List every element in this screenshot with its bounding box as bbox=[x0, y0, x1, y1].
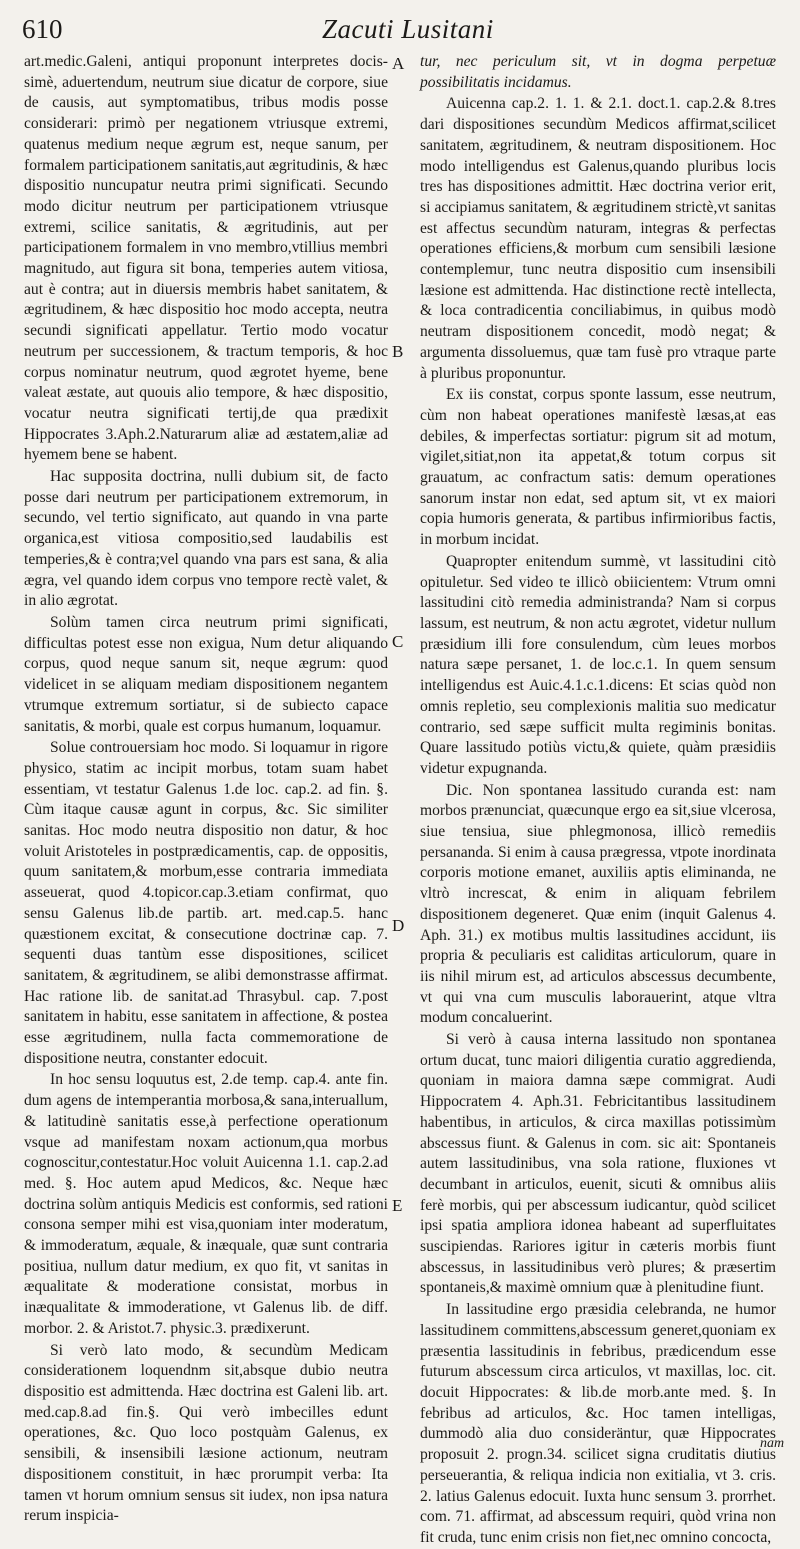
margin-letter-b: B bbox=[392, 342, 404, 361]
running-title: Zacuti Lusitani bbox=[322, 14, 494, 44]
margin-letter-e: E bbox=[392, 1196, 403, 1215]
paragraph: Quapropter enitendum summè, vt lassitudini citò opituletur. Sed video te illicò obiicientem: Vtrum omni lassitudini citò remedia administranda? Nam si corpus lassum, est neutrum, & non actu ægrotet, videtur nullum præsidium illi fore consulendum, cùm leues morbos natura sæpe persanet, 1. de loc.c.1. In quem sensum intelligendus est Auic.4.1.c.1.dicens: Et scias quòd non omnis repletio, seu complexionis malitia suo medicatur contrario, sed sæpe sufficit multa regiminis bonitas. Quare lassitudo potiùs victu,& quiete, quàm præsidiis videtur expugnanda. bbox=[420, 552, 776, 777]
paragraph: art.medic.Galeni, antiqui proponunt interpretes docis- simè, aduertendum, neutrum siue dicatur de corpore, siue de causis, aut symptomatibus, tribus modis posse considerari: primò per negationem vtriusque extremi, quatenus medium neque ægrum est, neque sanum, per formalem participationem sanitatis,aut ægritudinis, & hæc dispositio nuncupatur neutra primi significati. Secundo modo dicitur neutrum per participationem vtriusque extremi, scilice sanitatis, & ægritudinis, aut per participationem formalem in vno membro,vtillius membri magnitudo, aut figura sit bona, temperies autem vitiosa, aut è contra; aut in diuersis membris habet sanitatem, & ægritudinem, & hæc dispositio hoc modo accepta, neutra secundi significati appellatur. Tertio modo vocatur neutrum per successionem, & tractum temporis, & hoc corpus nominatur neutrum, quod ægrotet hyeme, bene valeat æstate, aut quouis alio tempore, & hæc dispositio, vocatur neutra significati tertij,de qua prædixit Hippocrates 3.Aph.2.Naturarum aliæ ad æstatem,aliæ ad hyemem bene se habent. bbox=[24, 53, 388, 464]
paragraph: Hac supposita doctrina, nulli dubium sit, de facto posse dari neutrum per participationem extremorum, in secundo, vel tertio significato, aut quando in vna parte organica,est vitiosa compositio,sed laudabilis est temperies,& è contra;vel quando vna pars est sana, & alia ægra, vel quando idem corpus vno tempore rectè valet, & in alio ægrotat. bbox=[24, 468, 388, 610]
right-column bbox=[420, 52, 776, 1546]
paragraph: Auicenna cap.2. 1. 1. & 2.1. doct.1. cap.2.& 8.tres dari dispositiones secundùm Medicos affirmat,scilicet sanitatem, ægritudinem, & neutram dispositionem. Hoc modo intelligendus est Galenus,quando pluribus locis tres has dispositiones admittit. Hæc doctrina verior erit, si accipiamus sanitatem, & ægritudinem strictè,vt sanitas est affectus secundùm naturam, integras & perfectas operationes efficiens,& morbum cum sensibili læsione contemplemur, tunc neutra dispositio cum insensibili læsione est admittenda. Hac distinctione rectè intellecta, & loca contradicentia conciliabimus, in quibus modò neutram dispositionem concedit, modò negat; & argumenta dissoluemus, quæ tam fusè pro vtraque parte à pluribus proponuntur. bbox=[420, 95, 776, 382]
catchword: nam bbox=[760, 1436, 785, 1451]
paragraph: In hoc sensu loquutus est, 2.de temp. cap.4. ante fin. dum agens de intemperantia morbosa,& sana,interuallum, & latitudinè sanitatis esse,à perfectione operationum vsque ad manifestam noxam actionum,qua morbus cognoscitur,contestatur.Hoc voluit Auicenna 1.1. cap.2.ad med. §. Hoc autem apud Medicos, &c. Neque hæc doctrina solùm antiquis Medicis est conformis, sed rationi consona semper mihi est visa,quoniam inter moderatum, & immoderatum, æquale, & inæquale, quæ sunt contraria positiua, nullum datur medium, ex quo fit, vt sanitas in æqualitate & moderatione consistat, morbus in inæqualitate & immoderatione, vt Galenus lib. de diff. morbor. 2. & Aristot.7. physic.3. prædixerunt. bbox=[24, 1071, 388, 1337]
margin-letter-a: A bbox=[392, 54, 405, 73]
page-number: 610 bbox=[22, 14, 63, 44]
paragraph: Si verò lato modo, & secundùm Medicam considerationem loquendnm sit,absque dubio neutra dispositio est admittenda. Hæc doctrina est Galeni lib. art. med.cap.8.ad fin.§. Qui verò imbecilles edunt operationes, &c. Quo loco postquàm Galenus, ex sensibili, & insensibili læsione actionum, neutram dispositionem constituit, in hæc prorumpit verba: Ita tamen vt horum omnium sensus sit iudex, non ipsa natura rerum inspicia- bbox=[24, 1341, 388, 1525]
paragraph: Ex iis constat, corpus sponte lassum, esse neutrum, cùm non habeat operationes manifestè læsas,at eas debiles, & imperfectas sortiatur: pigrum sit ad motum, vigilet,sitiat,non ita appetat,& totum corpus sit grauatum, ac confractum satis: demum operationes sanorum instar non edat, sed aptum sit, vt ex maiori copia humoris generata, & partibus infirmioribus factis, in morbum incidat. bbox=[420, 386, 776, 549]
margin-letter-d: D bbox=[392, 916, 405, 935]
paragraph: Dic. Non spontanea lassitudo curanda est: nam morbos prænunciat, quæcunque ergo ea sit,siue vlcerosa, siue tensiua, siue phlegmonosa, illicò remediis persananda. Si enim à causa prægressa, vtpote inordinata corporis motione emanet, auxiliis aptis eliminanda, ne vltrò increscat, & enim in aliquam febrilem dispositionem degeneret. Quæ enim (inquit Galenus 4. Aph. 31.) ex motibus multis lassitudines accidunt, iis propria & peculiaris est caliditas articulorum, quare in iis nihil mirum est, ad articulos abscessus decumbente, vt qui vna cum musculis laborauerint, atque vltra modum concaluerint. bbox=[420, 781, 776, 1027]
paragraph: Solùm tamen circa neutrum primi significati, difficultas potest esse non exigua, Num detur aliquando corpus, quod neque sanum sit, neque ægrum: quod videlicet in se aliquam mediam dispositionem negantem vtrumque extremum sortiatur, si de subiecto capace sanitatis, & morbi, quale est corpus humanum, loquamur. bbox=[24, 613, 388, 735]
paragraph: In lassitudine ergo præsidia celebranda, ne humor lassitudinem committens,abscessum generet,quoniam ex præsentia lassitudinis in febribus, prædicendum esse futurum abscessum circa articulos, vt maxillas, loc. cit. docuit Hippocrates: & lib.de morb.ante med. §. In febribus ad articulos, &c. Hoc tamen intelligas, dummodò alia duo consideräntur, quæ Hippocrates proposuit 2. progn.34. scilicet signa cruditatis diutius perseuerantia, & reliqua indicia non exitialia, vt 3. cris. 2. latius Galenus edocuit. Iuxta hunc sensum 3. prorrhet. com. 71. affirmat, ad abscessum requiri, quòd vrina non fit cruda, tunc enim crisis non fiet,nec omnino concocta, bbox=[420, 1301, 776, 1546]
paragraph: Si verò à causa interna lassitudo non spontanea ortum ducat, tunc maiori diligentia curatio aggredienda, quoniam in maiora damna sæpe commigrat. Audi Hippocratem 4. Aph.31. Febricitantibus lassitudinem habentibus, in articulos, & circa maxillas potissimùm abscessus fiunt. & Galenus in com. sic ait: Spontaneis autem lassitudinibus, vna sola ratione, fluxiones vt decumbant in articulos, euenit, sicuti & omnibus aliis ferè morbis, qui per abscessum iudicantur, quòd scilicet ipsi spatia ampliora idonea habeant ad superfluitates suscipiendas. Rariores igitur in cæteris morbis fiunt abscessus, in lassitudinibus verò plures; & præsertim spontaneis,& maximè omnium quæ à plenitudine fiunt. bbox=[420, 1031, 776, 1297]
paragraph: tur, nec periculum sit, vt in dogma perpetuæ possibilitatis incidamus. bbox=[420, 53, 776, 91]
margin-letter-c: C bbox=[392, 632, 404, 651]
paragraph: Solue controuersiam hoc modo. Si loquamur in rigore physico, statim ac incipit morbus, totam suam habet essentiam, vt testatur Galenus 1.de loc. cap.2. ad fin. §. Cùm itaque causæ agunt in corpus, &c. Sic similiter sanitas. Hoc modo neutra dispositio non datur, & hoc voluit Aristoteles in postprædicamentis, cap. de oppositis, quum sanitatem,& morbum,esse contraria immediata asseuerat, quod 4.topicor.cap.3.etiam confirmat, quo sensu Galenus lib.de partib. art. med.cap.5. hanc quæstionem excitat, & consecutione doctrinæ cap. 7. sequenti duas tantùm esse dispositiones, scilicet sanitatem, & ægritudinem, se alibi demonstrasse affirmat. Hac ratione lib. de sanitat.ad Thrasybul. cap. 7.post sanitatem in habitu, esse sanitatem in affectione, & postea esse ægritudinem, nulla facta commemoratione de dispositione neutra, constanter edocuit. bbox=[24, 739, 388, 1067]
page-header bbox=[22, 14, 782, 48]
left-column bbox=[24, 52, 388, 1525]
